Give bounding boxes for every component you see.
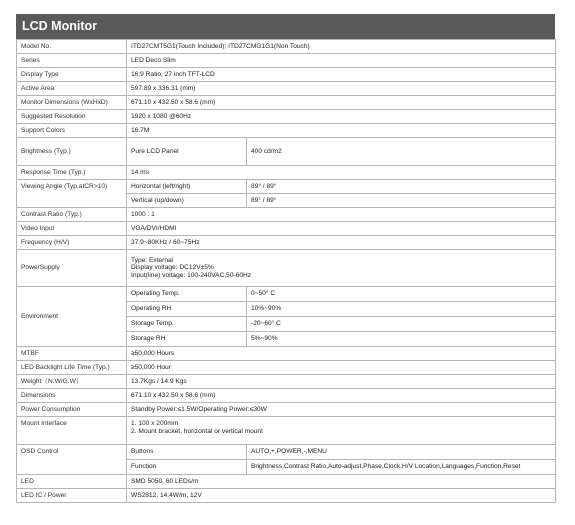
- row-value: 1920 x 1080 @60Hz: [127, 110, 556, 124]
- row-label: Frequency (H/V): [17, 236, 127, 250]
- table-row: [17, 138, 556, 166]
- row-value: 10%~90%: [247, 302, 556, 317]
- table-row: [17, 403, 556, 417]
- row-sublabel: Storage Temp.: [127, 317, 247, 332]
- row-label: Series: [17, 54, 127, 68]
- spec-sheet: [16, 14, 555, 503]
- row-label: Mount Interface: [17, 417, 127, 445]
- table-row: [17, 489, 556, 503]
- row-label: LED: [17, 475, 127, 489]
- row-value: [127, 417, 556, 445]
- row-value: WS2812, 14.4W/m, 12V: [127, 489, 556, 503]
- row-value: 16.7M: [127, 124, 556, 138]
- row-label: Dimensions: [17, 389, 127, 403]
- table-row: [17, 180, 556, 194]
- table-row: [17, 445, 556, 460]
- row-label: LED Backlight Life Time (Typ.): [17, 361, 127, 375]
- row-sublabel: Storage RH: [127, 332, 247, 347]
- table-row: [17, 208, 556, 222]
- row-label: Environment: [17, 287, 127, 347]
- power-display-voltage: Display voltage: DC12V±5%: [131, 264, 214, 272]
- row-label: Active Area: [17, 82, 127, 96]
- row-value: 89° / 89°: [247, 194, 556, 208]
- power-input-voltage: Input(line) voltage: 100-240VAC,50-60Hz: [131, 271, 252, 279]
- row-label: Video Input: [17, 222, 127, 236]
- spec-table: [16, 39, 556, 503]
- row-value: SMD 5050, 60 LEDs/m: [127, 475, 556, 489]
- row-value: 89° / 89°: [247, 180, 556, 194]
- table-row: [17, 417, 556, 445]
- row-label: Power Consumption: [17, 403, 127, 417]
- table-row: [17, 389, 556, 403]
- table-row: [17, 250, 556, 287]
- table-row: [17, 110, 556, 124]
- row-value: 597.89 x 336.31 (mm): [127, 82, 556, 96]
- table-row: [17, 236, 556, 250]
- row-sublabel: Function: [127, 460, 247, 475]
- spec-title: LCD Monitor: [16, 14, 555, 39]
- row-value: Standby Power:≤1.5W/Operating Power:≤30W: [127, 403, 556, 417]
- mount-line-1: 1. 100 x 200mm: [131, 420, 179, 427]
- mount-line-2: 2. Mount bracket, horizontal or vertical mount: [131, 427, 263, 435]
- table-row: [17, 40, 556, 54]
- row-label: Support Colors: [17, 124, 127, 138]
- row-value: 14 ms: [127, 166, 556, 180]
- row-sublabel: Vertical (up/down): [127, 194, 247, 208]
- row-label: Suggested Resolution: [17, 110, 127, 124]
- table-row: [17, 96, 556, 110]
- row-label: Monitor Dimensions (WxHxD): [17, 96, 127, 110]
- table-row: [17, 475, 556, 489]
- row-value: [127, 250, 556, 287]
- row-value: 671.10 x 432.50 x 58.6 (mm): [127, 389, 556, 403]
- table-row: [17, 361, 556, 375]
- row-value: 5%~90%: [247, 332, 556, 347]
- row-value: 13.7Kgs / 14.9 Kgs: [127, 375, 556, 389]
- row-label: MTBF: [17, 347, 127, 361]
- row-label: PowerSupply: [17, 250, 127, 287]
- table-row: [17, 54, 556, 68]
- table-row: [17, 82, 556, 96]
- row-label: Brightness (Typ.): [17, 138, 127, 166]
- row-label: Display Type: [17, 68, 127, 82]
- table-row: [17, 166, 556, 180]
- row-value: AUTO,+,POWER,-,MENU: [247, 445, 556, 460]
- table-row: [17, 68, 556, 82]
- row-value: ≥50,000 Hours: [127, 347, 556, 361]
- table-row: [17, 287, 556, 302]
- row-label: Viewing Angle (Typ.atCR>10): [17, 180, 127, 208]
- row-label: Model No.: [17, 40, 127, 54]
- row-sublabel: Pure LCD Panel: [127, 138, 247, 166]
- row-sublabel: Operating Temp.: [127, 287, 247, 302]
- row-value: 671.10 x 432.50 x 58.6 (mm): [127, 96, 556, 110]
- row-value: 400 cd/m2: [247, 138, 556, 166]
- row-value: 1000 : 1: [127, 208, 556, 222]
- row-label: Response Time (Typ.): [17, 166, 127, 180]
- row-sublabel: Buttons: [127, 445, 247, 460]
- row-label: OSD Control: [17, 445, 127, 475]
- row-label: Contrast Ratio (Typ.): [17, 208, 127, 222]
- row-sublabel: Operating RH: [127, 302, 247, 317]
- table-row: [17, 124, 556, 138]
- row-label: LED IC / Power: [17, 489, 127, 503]
- row-value: 37.9~80KHz / 60~75Hz: [127, 236, 556, 250]
- table-row: [17, 375, 556, 389]
- power-type: Type: External: [131, 256, 174, 264]
- row-label: Weight（N.W/G.W）: [17, 375, 127, 389]
- row-value: 16:9 Ratio, 27 inch TFT-LCD: [127, 68, 556, 82]
- row-sublabel: Horizontal (left/right): [127, 180, 247, 194]
- row-value: ITD27CMT5G1(Touch Included); ITD27CMG1G1(Non Touch): [127, 40, 556, 54]
- table-row: [17, 347, 556, 361]
- row-value: 0~50° C: [247, 287, 556, 302]
- row-value: LED Deco Slim: [127, 54, 556, 68]
- table-row: [17, 222, 556, 236]
- row-value: -20~60° C: [247, 317, 556, 332]
- row-value: Brightness,Contrast Ratio,Auto-adjust,Phase,Clock,H/V Location,Languages,Function,Reset: [247, 460, 556, 475]
- row-value: ≥50,000 Hour: [127, 361, 556, 375]
- row-value: VGA/DVI/HDMI: [127, 222, 556, 236]
